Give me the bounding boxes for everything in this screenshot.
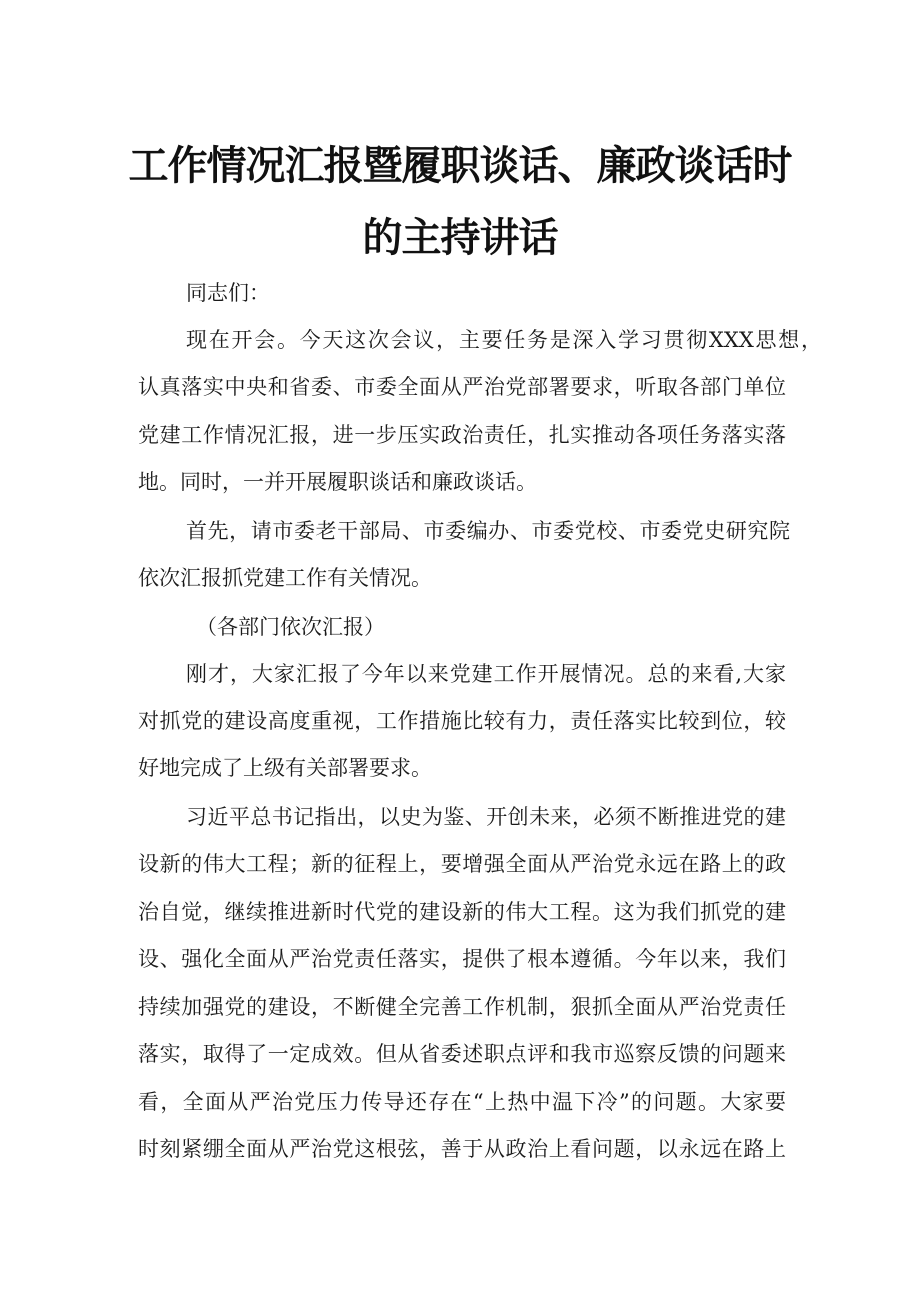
paragraph-3-line-3: 好地完成了上级有关部署要求。: [138, 756, 432, 780]
document-title-line-1: 工作情况汇报暨履职谈话、廉政谈话时: [128, 143, 792, 189]
paragraph-4-line-8: 时刻紧绷全面从严治党这根弦，善于从政治上看问题，以永远在路上: [138, 1137, 786, 1161]
paragraph-4-line-7: 看，全面从严治党压力传导还存在“上热中温下冷”的问题。大家要: [138, 1090, 786, 1114]
paragraph-4-line-3: 治自觉，继续推进新时代党的建设新的伟大工程。这为我们抓党的建: [138, 900, 786, 924]
paragraph-1-line-2: 认真落实中央和省委、市委全面从严治党部署要求，听取各部门单位: [138, 375, 786, 399]
reporting-note: （各部门依次汇报）: [196, 615, 385, 639]
paragraph-3-line-2: 对抓党的建设高度重视，工作措施比较有力，责任落实比较到位，较: [138, 709, 786, 733]
paragraph-2-line-1: 首先，请市委老干部局、市委编办、市委党校、市委党史研究院: [186, 519, 790, 543]
paragraph-4-line-6: 落实，取得了一定成效。但从省委述职点评和我市巡察反馈的问题来: [138, 1042, 786, 1066]
paragraph-1-line-3: 党建工作情况汇报，进一步压实政治责任，扎实推动各项任务落实落: [138, 423, 786, 447]
salutation: 同志们：: [186, 281, 270, 305]
paragraph-4-line-5: 持续加强党的建设，不断健全完善工作机制，狠抓全面从严治党责任: [138, 995, 786, 1019]
paragraph-4-line-4: 设、强化全面从严治党责任落实，提供了根本遵循。今年以来，我们: [138, 947, 786, 971]
paragraph-3-line-1: 刚才，大家汇报了今年以来党建工作开展情况。总的来看,大家: [186, 662, 786, 686]
document-title-line-2: 的主持讲话: [362, 215, 558, 261]
paragraph-4-line-2: 设新的伟大工程；新的征程上，要增强全面从严治党永远在路上的政: [138, 852, 786, 876]
paragraph-1-line-4: 地。同时，一并开展履职谈话和廉政谈话。: [138, 470, 537, 494]
paragraph-1-line-1: 现在开会。今天这次会议，主要任务是深入学习贯彻XXX思想，: [186, 328, 822, 352]
paragraph-2-line-2: 依次汇报抓党建工作有关情况。: [138, 566, 432, 590]
paragraph-4-line-1: 习近平总书记指出，以史为鉴、开创未来，必须不断推进党的建: [186, 805, 786, 829]
document-body: [138, 0, 822, 1301]
